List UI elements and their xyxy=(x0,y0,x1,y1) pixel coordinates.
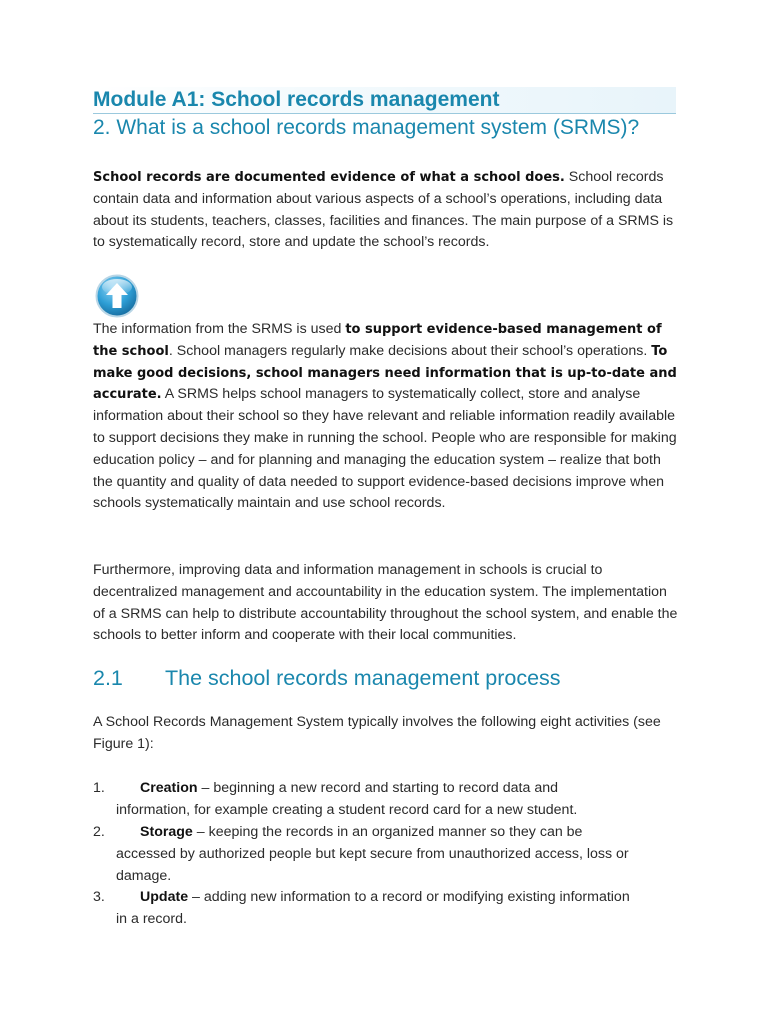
srms-usage-paragraph xyxy=(93,319,678,515)
subsection-title xyxy=(93,664,693,692)
usage-text-2: . School managers regularly make decisions about their school’s operations. xyxy=(168,342,652,359)
list-text-first: – keeping the records in an organized manner so they can be xyxy=(192,824,583,840)
usage-bold-2: To make good decisions, school managers need information that is up-to-date and accurate. xyxy=(93,343,677,403)
list-text-rest: in a record. xyxy=(116,910,187,927)
list-item xyxy=(93,822,678,887)
accountability-paragraph: Furthermore, improving data and information management in schools is crucial to decentralized management and accountability in the education system. The implementation of a SRMS can help to distribute accountability throughout the school system, and enable the schools to better inform and cooperate with their local communities. xyxy=(93,562,678,644)
intro-text-rest: records contain data and information about various aspects of a school’s operations, including data about its students, teachers, classes, facilities and finances. The main purpose of a SRMS is to systematically record, store and update the school’s records. xyxy=(93,169,674,251)
list-text-rest: accessed by authorized people but kept secure from unauthorized access, loss or damage. xyxy=(116,845,629,884)
list-item xyxy=(93,887,678,931)
list-item xyxy=(93,778,678,822)
intro-paragraph xyxy=(93,167,678,254)
usage-text-3: A SRMS helps school managers to systematically collect, store and analyse information about their school so they have relevant and reliable information readily available to support decisions they make in running the school. People who are responsible for making education policy – and for planning and managing the education system – realize that both the quantity and quality of data needed to support evidence-based decisions improve when schools systematically maintain and use school records. xyxy=(93,386,677,512)
intro-bold-text: School records are documented evidence of what a school does. xyxy=(93,170,565,185)
list-term: Storage xyxy=(140,824,193,840)
list-term: Update xyxy=(140,889,189,905)
subsection-number: 2.1 xyxy=(93,666,123,690)
module-title: Module A1: School records management xyxy=(93,88,500,111)
list-text-rest: information, for example creating a student record card for a new student. xyxy=(116,801,578,818)
intro-text-first: School xyxy=(564,169,613,185)
activities-intro: A School Records Management System typically involves the following eight activities (see Figure 1): xyxy=(93,714,661,752)
up-arrow-icon[interactable] xyxy=(95,274,139,318)
section-title: 2. What is a school records management system (SRMS)? xyxy=(93,116,640,139)
list-number: 3. xyxy=(93,889,105,905)
list-text-first: – adding new information to a record or modifying existing information xyxy=(188,889,630,905)
usage-text-1: The information from the SRMS is used xyxy=(93,321,346,337)
module-title-bar xyxy=(93,87,676,114)
subsection-title-text: The school records management process xyxy=(165,666,561,690)
list-number: 1. xyxy=(93,780,105,796)
list-term: Creation xyxy=(140,780,198,796)
list-number: 2. xyxy=(93,824,105,840)
usage-bold-1: to support evidence-based management of the school xyxy=(93,322,662,359)
list-text-first: – beginning a new record and starting to record data and xyxy=(197,780,558,796)
